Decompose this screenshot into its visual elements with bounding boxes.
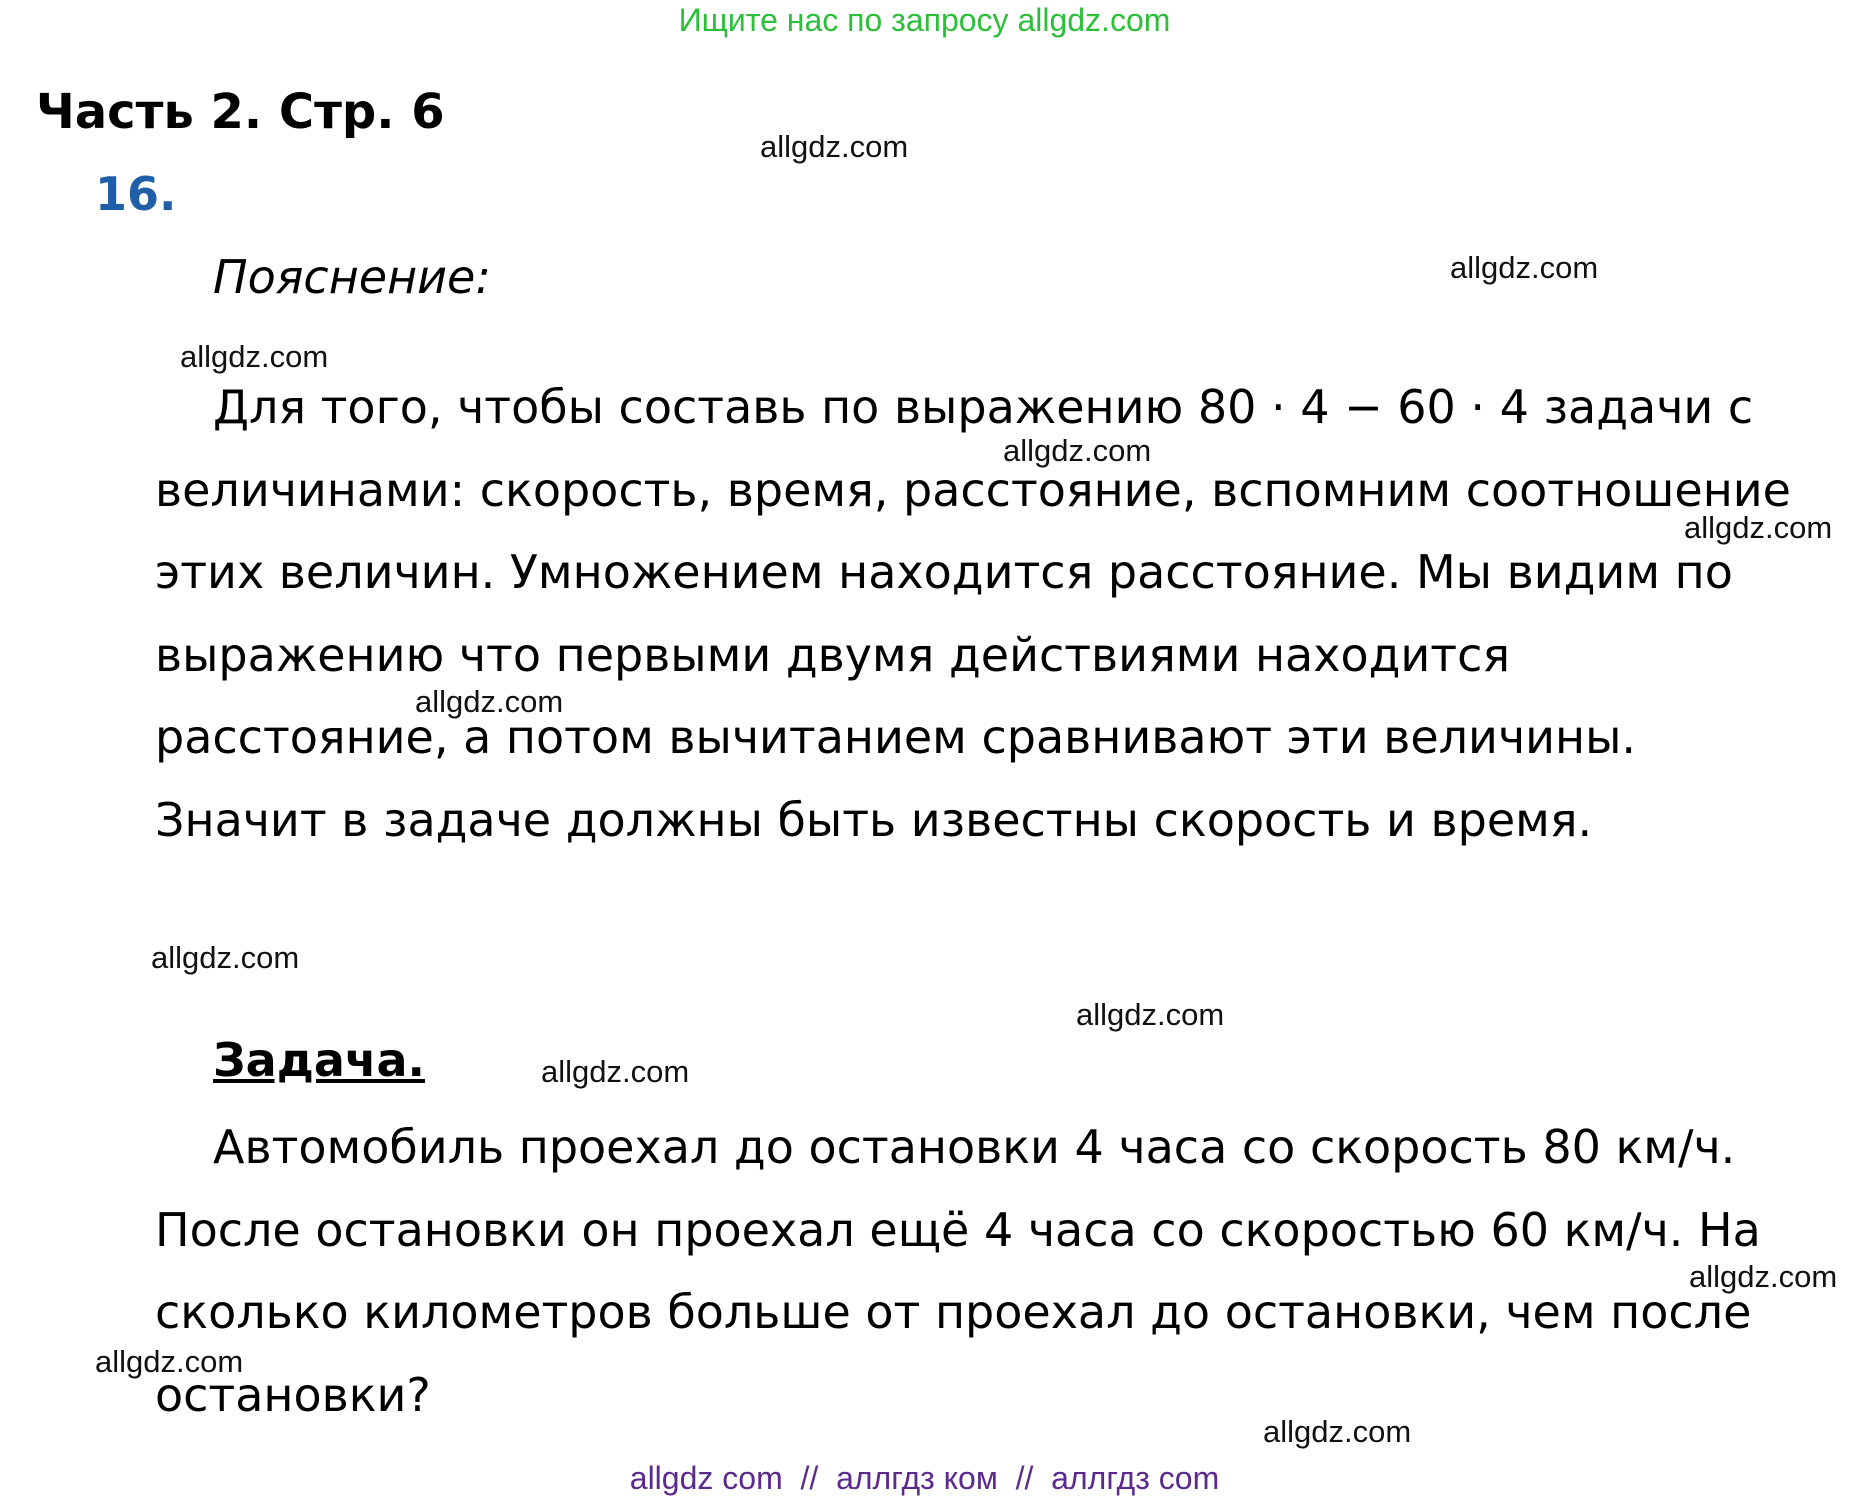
- watermark: allgdz.com: [151, 940, 300, 975]
- watermark: allgdz.com: [1689, 1259, 1838, 1294]
- footer-links: allgdz com // аллгдз ком // аллгдз com: [629, 1460, 1220, 1496]
- task-text: Автомобиль проехал до остановки 4 часа со скорость 80 км/ч. После остановки он проехал ещё 4 часа со скоростью 60 км/ч. На сколько километров больше от проехал до остановки, чем после остановки?: [155, 1120, 1761, 1422]
- task-label: Задача.: [213, 1033, 426, 1087]
- watermark: allgdz.com: [95, 1344, 244, 1379]
- watermark: allgdz.com: [180, 339, 329, 374]
- watermark: allgdz.com: [541, 1054, 690, 1089]
- explanation-label: Пояснение:: [213, 250, 491, 304]
- watermark: allgdz.com: [1684, 510, 1833, 545]
- watermark: allgdz.com: [760, 129, 909, 164]
- task-number: 16.: [95, 167, 177, 221]
- watermark: allgdz.com: [1263, 1414, 1412, 1449]
- watermark: allgdz.com: [415, 684, 564, 719]
- watermark: allgdz.com: [1450, 250, 1599, 285]
- top-search-banner: Ищите нас по запросу allgdz.com: [678, 2, 1171, 38]
- explanation-text: Для того, чтобы составь по выражению 80 · 4 − 60 · 4 задачи с величинами: скорость, время, расстояние, вспомним соотношение этих величин. Умножением находится расстояние. Мы видим по выражению что первыми двумя действиями находится расстояние, а потом вычитанием сравнивают эти величины. Значит в задаче должны быть известны скорость и время.: [155, 380, 1791, 847]
- page-heading: Часть 2. Стр. 6: [36, 84, 445, 140]
- watermark: allgdz.com: [1003, 433, 1152, 468]
- watermark: allgdz.com: [1076, 997, 1225, 1032]
